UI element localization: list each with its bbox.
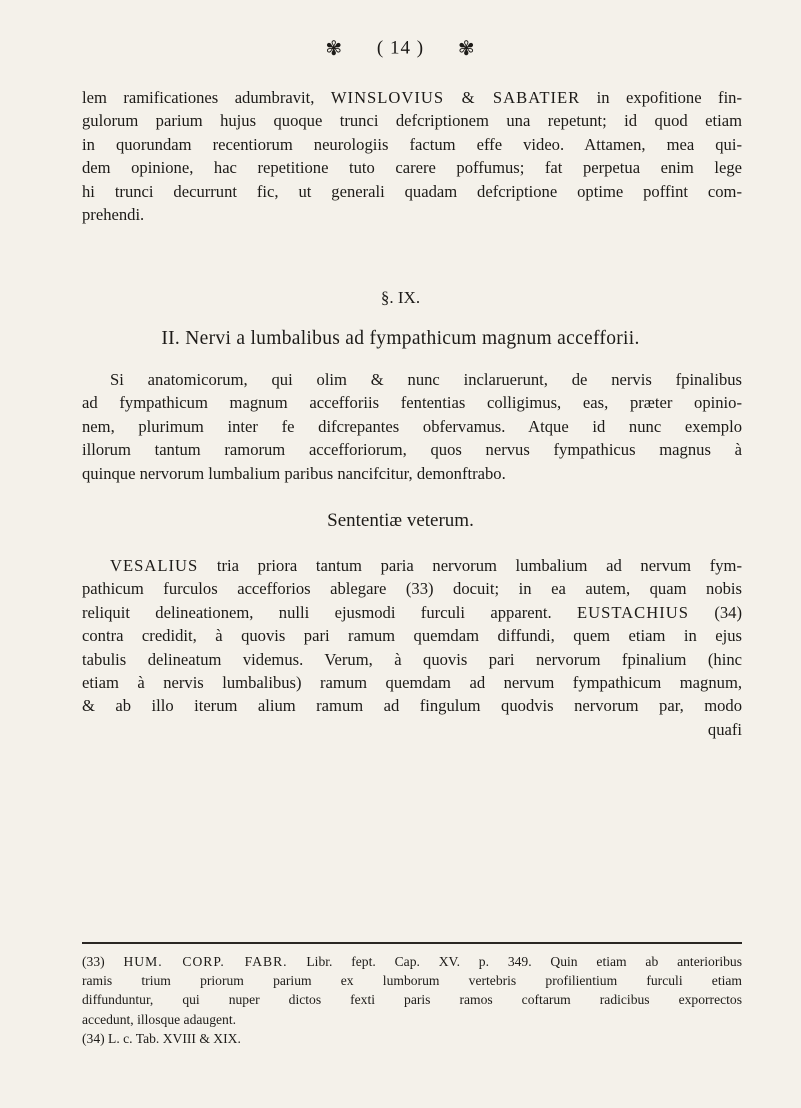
page-number: ( 14 ): [376, 37, 425, 59]
section-title: II. Nervi a lumbalibus ad fympathicum magnum accefforii.: [161, 328, 640, 349]
text-line: quinque nervorum lumbalium paribus nancifcitur, demonftrabo.: [82, 463, 506, 483]
footnote-33-line: ramis trium priorum parium ex lumborum vertebris profilientium furculi etiam: [82, 973, 742, 989]
author-eustachius: EUSTACHIUS: [577, 602, 689, 622]
section-number: §. IX.: [380, 288, 421, 307]
text-line: gulorum parium hujus quoque trunci defcriptionem una repetunt; id quod etiam: [82, 111, 742, 131]
author-vesalius: VESALIUS: [110, 556, 199, 575]
page-header: [0, 36, 801, 61]
author-names: WINSLOVIUS & SABATIER: [330, 88, 581, 107]
text-line: pathicum furculos accefforios ablegare (33) docuit; in ea autem, quam nobis: [82, 579, 742, 599]
text-line: Si anatomicorum, qui olim & nunc inclaruerunt, de nervis fpinalibus: [110, 370, 742, 389]
footnote-34: (34) L. c. Tab. XVIII & XIX.: [82, 1030, 241, 1046]
footnote-33-line: (33) HUM. CORP. FABR. Libr. fept. Cap. XV. p. 349. Quin etiam ab anterioribus: [82, 954, 743, 969]
text-line: in quorundam recentiorum neurologiis factum effe video. Attamen, mea qui-: [82, 134, 742, 154]
text-line: dem opinione, hac repetitione tuto carere poffumus; fat perpetua enim lege: [82, 158, 742, 178]
text-line: reliquit delineationem, nulli ejusmodi furculi apparent. EUSTACHIUS (34): [82, 602, 742, 622]
footnote-divider: [82, 942, 742, 944]
text-line: prehendi.: [82, 205, 145, 225]
text-line: illorum tantum ramorum accefforiorum, quos nervus fympathicus magnus à: [82, 440, 742, 460]
text-line: hi trunci decurrunt fic, ut generali quadam defcriptione optime poffint com-: [82, 181, 742, 201]
text-line: ad fympathicum magnum accefforiis fententias colligimus, eas, præter opinio-: [82, 393, 742, 413]
text-line: & ab illo iterum alium ramum ad fingulum quodvis nervorum par, modo: [82, 696, 742, 716]
paragraph-veterum: [82, 554, 742, 741]
footnote-33-line: diffunduntur, qui nuper dictos fexti paris ramos coftarum radicibus exporrectos: [82, 992, 742, 1008]
fleuron-left-icon: ✾: [325, 38, 344, 60]
paragraph-continuation: [82, 86, 742, 226]
footnote-source: HUM. CORP. FABR.: [123, 954, 288, 969]
text-line: contra credidit, à quovis pari ramum quemdam diffundi, quem etiam in ejus: [82, 626, 742, 646]
text-line: tabulis delineatum videmus. Verum, à quovis pari nervorum fpinalium (hinc: [82, 649, 742, 669]
subsection-title: Sententiæ veterum.: [327, 510, 474, 531]
catchword: quafi: [707, 719, 742, 739]
text-line: lem ramificationes adumbravit, WINSLOVIUS & SABATIER in expofitione fin-: [82, 88, 743, 107]
footnotes: [82, 952, 742, 1048]
text-line: nem, plurimum inter fe difcrepantes obfervamus. Atque id nunc exemplo: [82, 416, 742, 436]
paragraph-intro: [82, 368, 742, 485]
text-line: etiam à nervis lumbalibus) ramum quemdam ad nervum fympathicum magnum,: [82, 673, 742, 693]
footnote-33-line: accedunt, illosque adaugent.: [82, 1011, 237, 1027]
fleuron-right-icon: ✾: [457, 38, 476, 60]
text-line: VESALIUS tria priora tantum paria nervorum lumbalium ad nervum fym-: [110, 556, 742, 575]
